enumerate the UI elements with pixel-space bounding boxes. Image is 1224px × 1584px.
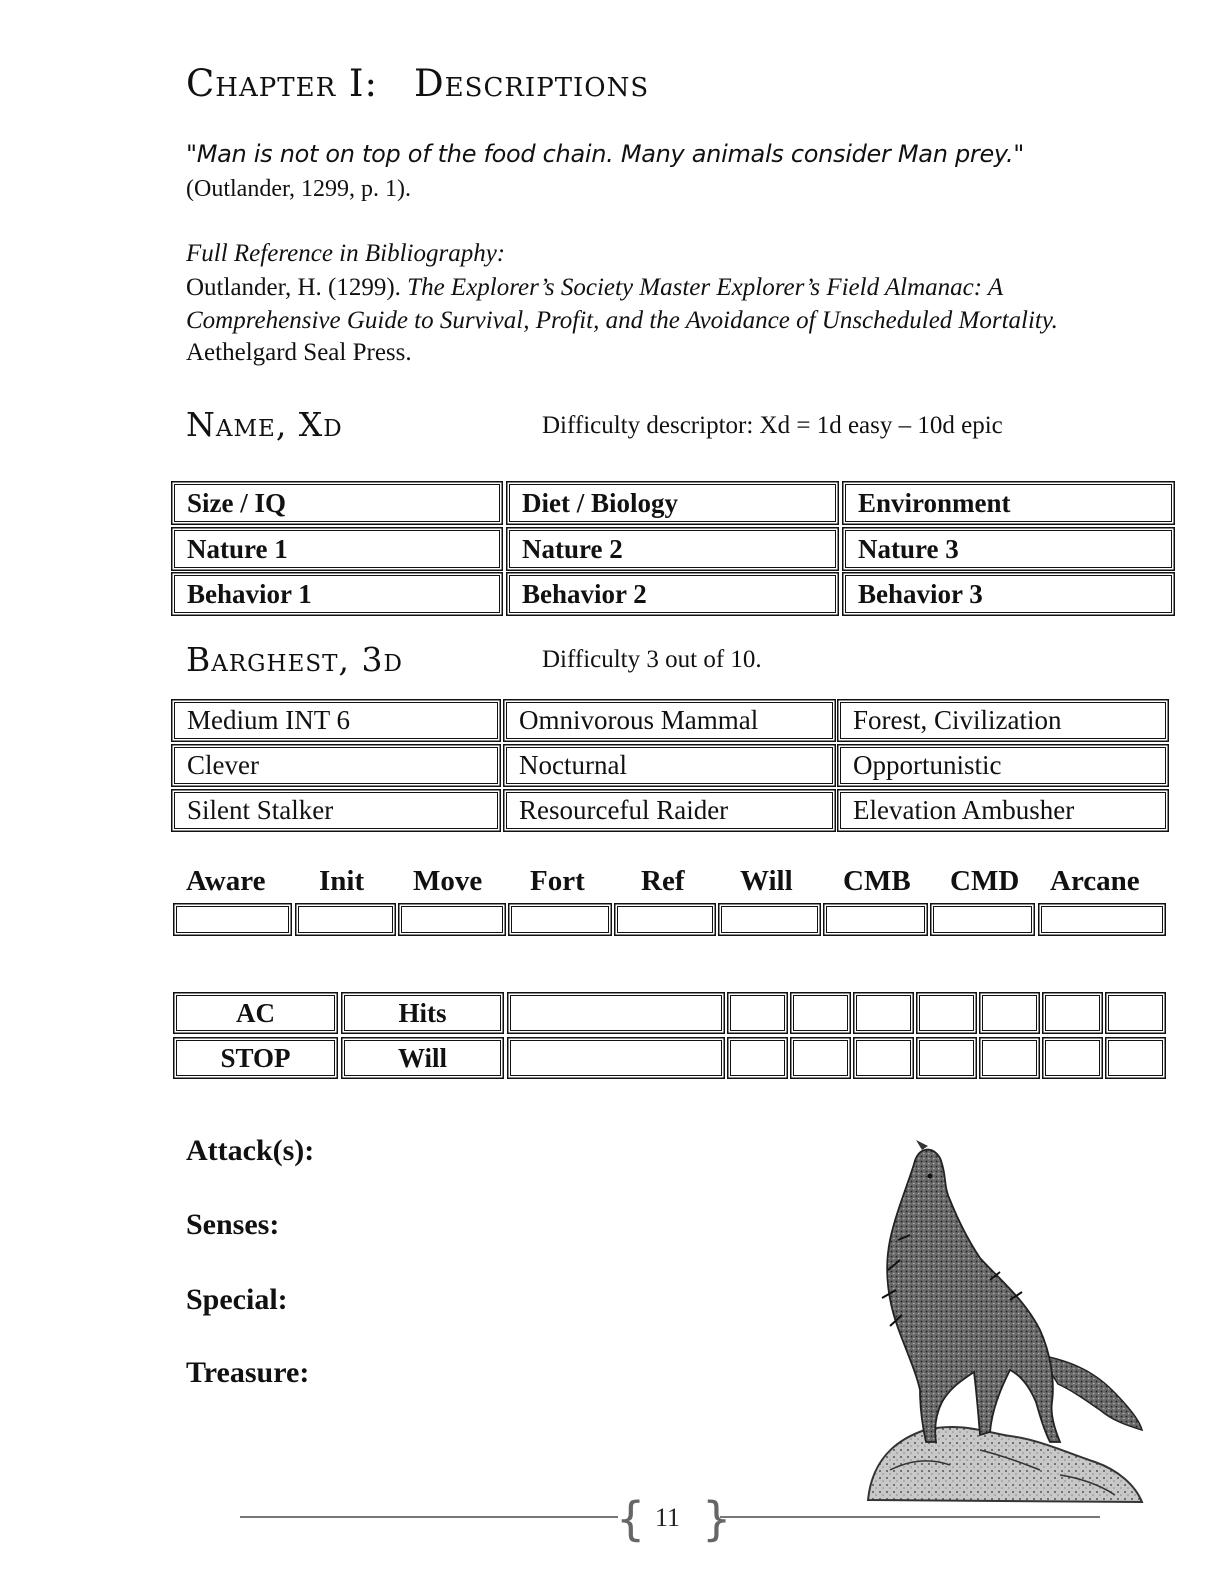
chapter-heading xyxy=(186,62,649,105)
track-box[interactable] xyxy=(1108,1040,1163,1076)
footer-rule-left xyxy=(240,1516,618,1518)
track-box[interactable] xyxy=(856,1040,911,1076)
track-box[interactable] xyxy=(793,995,848,1031)
creature-heading: Barghest, 3d xyxy=(186,640,403,679)
track-box[interactable] xyxy=(1108,995,1163,1031)
track-box[interactable] xyxy=(919,1040,974,1076)
stat-label-init: Init xyxy=(319,865,365,897)
defense-label-stop: STOP xyxy=(176,1040,335,1076)
treasure-label: Treasure: xyxy=(186,1356,310,1389)
defense-value-box[interactable] xyxy=(510,1040,722,1076)
creature-cell: Clever xyxy=(174,747,498,784)
creature-descriptor: Difficulty 3 out of 10. xyxy=(542,646,762,673)
reference-entry xyxy=(186,272,1146,370)
stat-box-fort[interactable] xyxy=(511,906,609,933)
epigraph-citation: (Outlander, 1299, p. 1). xyxy=(186,176,411,202)
stat-label-cmd: CMD xyxy=(950,865,1020,897)
stat-box-arcane[interactable] xyxy=(1041,906,1163,933)
howling-wolf-illustration xyxy=(850,1140,1160,1510)
stat-label-ref: Ref xyxy=(641,865,685,897)
stat-box-cmb[interactable] xyxy=(826,906,925,933)
reference-heading: Full Reference in Bibliography: xyxy=(186,240,506,267)
track-box[interactable] xyxy=(730,1040,785,1076)
stat-box-aware[interactable] xyxy=(176,906,289,933)
template-cell: Nature 3 xyxy=(845,530,1172,568)
defense-label-will: Will xyxy=(344,1040,501,1076)
special-label: Special: xyxy=(186,1283,288,1316)
creature-cell: Medium INT 6 xyxy=(174,702,498,739)
stat-label-fort: Fort xyxy=(530,865,585,897)
creature-cell: Silent Stalker xyxy=(174,792,498,829)
reference-title: The Explorer’s Society Master Explorer’s Field Almanac: A Comprehensive Guide to Survival, Profit, and the Avoidance of Unscheduled Mortality. xyxy=(186,274,1058,334)
track-box[interactable] xyxy=(730,995,785,1031)
creature-cell: Opportunistic xyxy=(840,747,1166,784)
stat-label-arcane: Arcane xyxy=(1050,865,1140,897)
stat-box-move[interactable] xyxy=(401,906,503,933)
right-brace-icon: } xyxy=(702,1492,732,1546)
template-cell: Diet / Biology xyxy=(509,484,836,522)
track-box[interactable] xyxy=(982,1040,1037,1076)
template-cell: Environment xyxy=(845,484,1172,522)
template-cell: Nature 1 xyxy=(174,530,500,568)
template-descriptor: Difficulty descriptor: Xd = 1d easy – 10d epic xyxy=(542,412,1003,439)
track-box[interactable] xyxy=(856,995,911,1031)
stat-label-cmb: CMB xyxy=(843,865,911,897)
defense-label-hits: Hits xyxy=(344,995,501,1031)
template-cell: Nature 2 xyxy=(509,530,836,568)
creature-cell: Omnivorous Mammal xyxy=(506,702,833,739)
track-box[interactable] xyxy=(919,995,974,1031)
chapter-title: Descriptions xyxy=(414,62,650,105)
creature-cell: Nocturnal xyxy=(506,747,833,784)
stat-label-aware: Aware xyxy=(186,865,266,897)
template-heading: Name, Xd xyxy=(186,405,343,444)
template-cell: Size / IQ xyxy=(174,484,500,522)
left-brace-icon: { xyxy=(616,1492,646,1546)
creature-cell: Elevation Ambusher xyxy=(840,792,1166,829)
page-number: 11 xyxy=(655,1503,681,1532)
senses-label: Senses: xyxy=(186,1208,280,1241)
stat-label-will: Will xyxy=(740,865,793,897)
footer-rule-right xyxy=(720,1516,1100,1518)
track-box[interactable] xyxy=(1045,1040,1100,1076)
creature-cell: Resourceful Raider xyxy=(506,792,833,829)
defense-label-ac: AC xyxy=(176,995,335,1031)
track-box[interactable] xyxy=(1045,995,1100,1031)
template-cell: Behavior 1 xyxy=(174,575,500,613)
template-cell: Behavior 2 xyxy=(509,575,836,613)
creature-cell: Forest, Civilization xyxy=(840,702,1166,739)
epigraph-quote: "Man is not on top of the food chain. Many animals consider Man prey." xyxy=(186,140,1025,168)
stat-box-init[interactable] xyxy=(298,906,393,933)
track-box[interactable] xyxy=(982,995,1037,1031)
stat-box-ref[interactable] xyxy=(617,906,713,933)
defense-value-box[interactable] xyxy=(510,995,722,1031)
track-box[interactable] xyxy=(793,1040,848,1076)
attacks-label: Attack(s): xyxy=(186,1134,315,1167)
reference-publisher: Aethelgard Seal Press. xyxy=(186,339,412,366)
stat-box-will[interactable] xyxy=(721,906,818,933)
reference-author: Outlander, H. (1299). xyxy=(186,274,408,301)
stat-box-cmd[interactable] xyxy=(933,906,1032,933)
stat-label-move: Move xyxy=(413,865,483,897)
chapter-number: Chapter I: xyxy=(186,62,378,105)
template-cell: Behavior 3 xyxy=(845,575,1172,613)
